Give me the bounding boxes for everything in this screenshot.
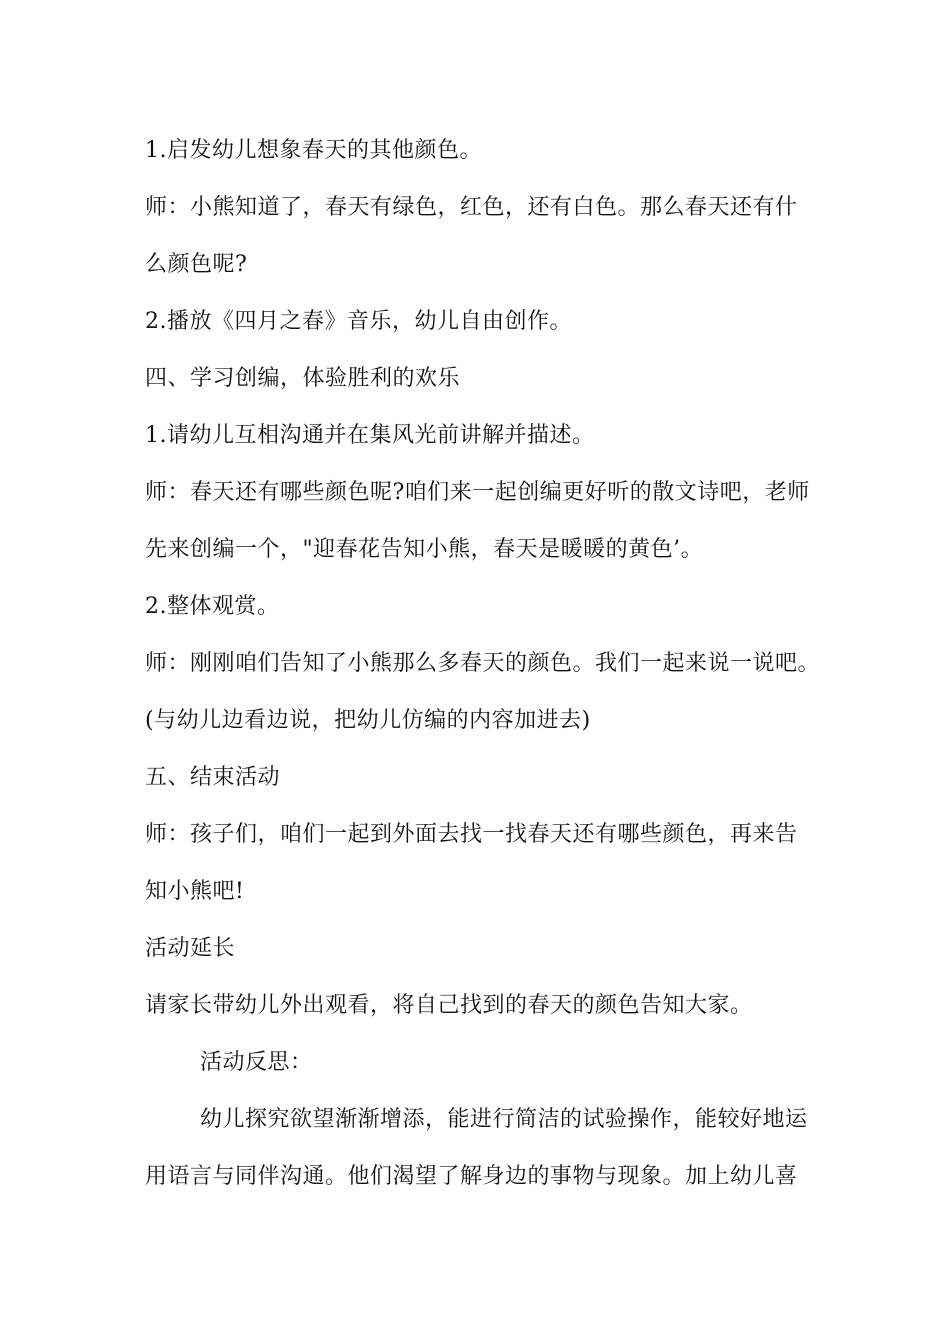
text-line: 2.播放《四月之春》音乐，幼儿自由创作。 [145,309,572,334]
text-line: 师：春天还有哪些颜色呢?咱们来一起创编更好听的散文诗吧，老师 [145,480,810,505]
text-line: 师：孩子们，咱们一起到外面去找一找春天还有哪些颜色，再来告 [145,822,798,847]
section-heading: 四、学习创编，体验胜利的欢乐 [145,366,461,391]
text-line: 师：刚刚咱们告知了小熊那么多春天的颜色。我们一起来说一说吧。 [145,651,821,676]
section-heading: 五、结束活动 [145,765,281,790]
text-line: 1.启发幼儿想象春天的其他颜色。 [145,138,482,163]
text-line: 幼儿探究欲望渐渐增添，能进行简洁的试验操作，能较好地运 [200,1107,808,1132]
reflection-heading: 活动反思： [200,1050,313,1075]
text-line: 请家长带幼儿外出观看，将自己找到的春天的颜色告知大家。 [145,993,753,1018]
text-line: 用语言与同伴沟通。他们渴望了解身边的事物与现象。加上幼儿喜 [145,1164,798,1189]
section-heading: 活动延长 [145,936,236,961]
text-line: 师：小熊知道了，春天有绿色，红色，还有白色。那么春天还有什 [145,195,798,220]
text-line: (与幼儿边看边说，把幼儿仿编的内容加进去) [145,708,591,733]
text-line: 先来创编一个，"迎春花告知小熊，春天是暖暖的黄色’。 [145,537,704,562]
text-line: 2.整体观赏。 [145,594,280,619]
text-line: 1.请幼儿互相沟通并在集风光前讲解并描述。 [145,423,595,448]
text-line: 知小熊吧! [145,879,245,904]
text-line: 么颜色呢? [145,252,248,277]
